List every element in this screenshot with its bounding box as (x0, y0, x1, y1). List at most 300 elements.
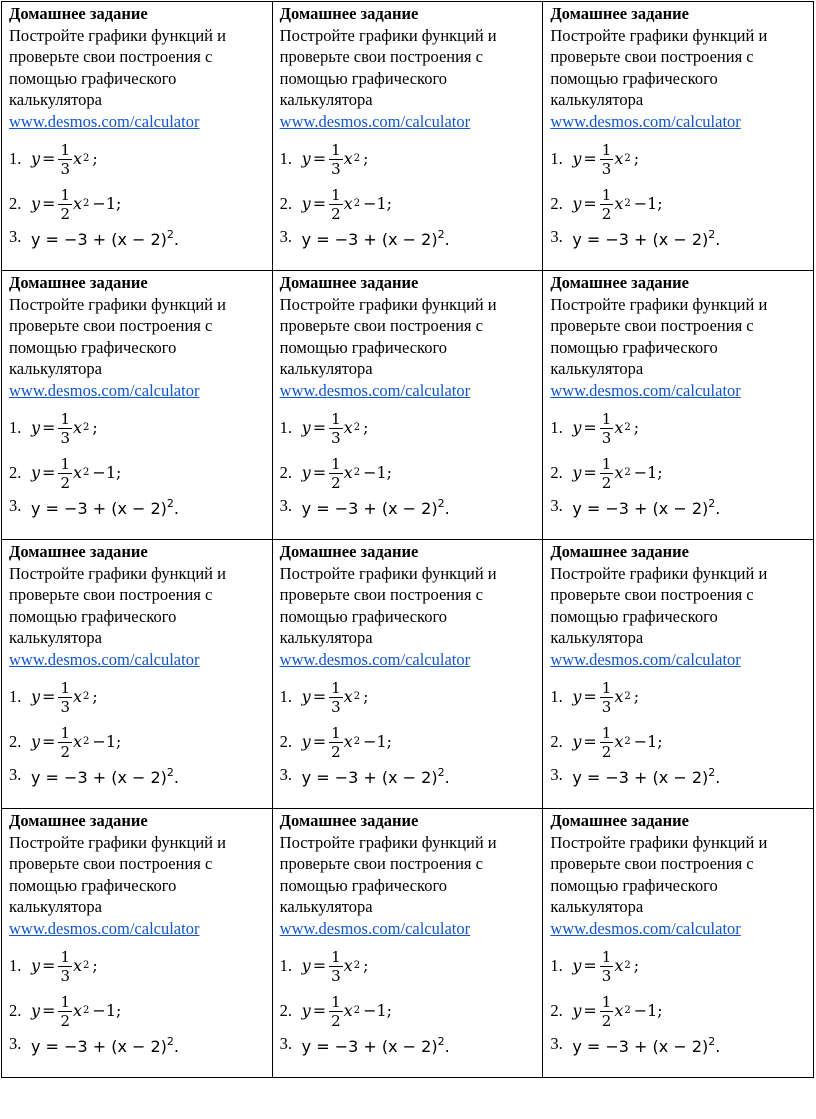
fraction-denominator: 2 (60, 473, 70, 492)
card-instruction: Постройте графики функций и проверьте свои построения с помощью графического калькулятора (9, 563, 226, 647)
card-cell (2, 540, 273, 809)
task-variable: x (343, 687, 353, 707)
task-2 (9, 453, 266, 493)
task-variable: x (73, 1001, 83, 1021)
card-cell (2, 809, 273, 1078)
fraction-denominator: 3 (60, 428, 70, 447)
fraction (329, 141, 343, 178)
task-variable: x (343, 194, 353, 214)
task-2 (9, 722, 266, 762)
fraction-denominator: 2 (601, 204, 612, 223)
card-instruction: Постройте графики функций и проверьте свои построения с помощью графического калькулятора (279, 832, 497, 916)
task-expression (572, 493, 720, 520)
equals-sign: = (42, 194, 56, 214)
task-number: 2. (550, 463, 563, 483)
task-tail: . (173, 767, 180, 787)
equals-sign: = (312, 463, 327, 483)
task-lhs: y (572, 194, 582, 214)
task-variable: x (614, 956, 624, 976)
task-expression (302, 224, 450, 251)
task-number: 3. (9, 496, 22, 516)
task-lhs: y (572, 687, 582, 707)
fraction-numerator: 1 (60, 454, 70, 473)
desmos-calculator-link[interactable]: www.desmos.com/calculator (9, 111, 200, 131)
homework-card (280, 541, 537, 787)
task-tail: −1; (92, 194, 122, 214)
fraction-denominator: 3 (331, 697, 341, 716)
task-lhs: y (572, 149, 582, 169)
task-lhs: y (31, 687, 41, 707)
expression-text: y = −3 + (x − 2) (301, 229, 438, 249)
expression-text: y = −3 + (x − 2) (572, 229, 709, 249)
homework-card (9, 541, 266, 787)
task-variable: x (73, 463, 83, 483)
exponent: 2 (83, 198, 90, 210)
task-lhs: y (31, 463, 41, 483)
fraction (58, 141, 72, 178)
task-tail: −1; (92, 463, 122, 483)
exponent: 2 (83, 691, 90, 703)
card-title: Домашнее задание (279, 542, 419, 561)
fraction-denominator: 3 (601, 428, 612, 447)
task-number: 2. (9, 463, 22, 483)
task-number: 1. (9, 149, 22, 169)
homework-card (280, 3, 537, 249)
fraction-denominator: 2 (601, 473, 612, 492)
task-tail: . (444, 229, 450, 249)
task-expression (302, 762, 450, 789)
task-number: 1. (9, 687, 22, 707)
card-cell (543, 2, 814, 271)
task-number: 1. (279, 687, 293, 707)
card-row (2, 809, 814, 1078)
task-number: 3. (550, 765, 563, 785)
task-lhs: y (31, 732, 41, 752)
task-tail: −1; (363, 1001, 393, 1021)
task-lhs: y (301, 418, 311, 438)
card-cell (272, 2, 543, 271)
fraction-denominator: 2 (60, 1011, 70, 1030)
fraction (600, 455, 614, 492)
task-number: 2. (550, 1001, 563, 1021)
fraction-denominator: 2 (331, 742, 341, 761)
task-2 (9, 184, 266, 224)
card-instruction: Постройте графики функций и проверьте свои построения с помощью графического калькулятора (9, 25, 226, 109)
task-lhs: y (572, 463, 582, 483)
task-tail: ; (363, 687, 369, 707)
exponent: 2 (624, 422, 631, 434)
fraction (600, 993, 614, 1030)
task-expression (302, 1031, 450, 1058)
fraction (329, 186, 343, 223)
expression-text: y = −3 + (x − 2) (572, 1036, 709, 1056)
card-instruction: Постройте графики функций и проверьте свои построения с помощью графического калькулятора (550, 563, 768, 647)
task-tail: ; (363, 418, 369, 438)
equals-sign: = (312, 194, 327, 214)
task-2 (550, 991, 807, 1031)
task-variable: x (343, 732, 353, 752)
task-2 (550, 184, 807, 224)
task-number: 3. (279, 227, 293, 247)
task-tail: −1; (363, 194, 393, 214)
task-tail: . (173, 1036, 180, 1056)
task-tail: −1; (363, 732, 393, 752)
exponent: 2 (353, 198, 361, 210)
task-2 (550, 722, 807, 762)
expression-text: y = −3 + (x − 2) (301, 1036, 438, 1056)
task-3 (550, 763, 807, 787)
exponent: 2 (166, 227, 174, 241)
card-row (2, 271, 814, 540)
task-tail: ; (92, 418, 98, 438)
task-number: 2. (9, 732, 22, 752)
fraction (58, 455, 72, 492)
task-number: 2. (550, 194, 563, 214)
equals-sign: = (312, 956, 327, 976)
homework-card (280, 810, 537, 1056)
homework-card (550, 541, 807, 787)
equals-sign: = (42, 418, 56, 438)
task-number: 1. (279, 149, 293, 169)
card-title: Домашнее задание (550, 273, 689, 292)
fraction-numerator: 1 (60, 409, 70, 428)
fraction-denominator: 2 (331, 204, 341, 223)
fraction-numerator: 1 (331, 992, 341, 1011)
equals-sign: = (583, 463, 597, 483)
task-1 (550, 946, 807, 986)
task-expression (31, 1031, 179, 1058)
desmos-calculator-link[interactable]: www.desmos.com/calculator (550, 649, 741, 669)
task-3 (9, 494, 266, 518)
task-lhs: y (301, 149, 311, 169)
fraction-numerator: 1 (601, 992, 612, 1011)
exponent: 2 (353, 691, 361, 703)
task-1 (280, 139, 537, 179)
fraction-numerator: 1 (60, 992, 70, 1011)
task-lhs: y (301, 1001, 311, 1021)
task-variable: x (614, 732, 624, 752)
task-expression (31, 224, 179, 251)
task-1 (9, 946, 266, 986)
fraction-numerator: 1 (331, 723, 341, 742)
desmos-calculator-link[interactable]: www.desmos.com/calculator (550, 380, 741, 400)
card-instruction: Постройте графики функций и проверьте свои построения с помощью графического калькулятора (550, 294, 768, 378)
card-title: Домашнее задание (9, 542, 148, 561)
task-expression (572, 1031, 720, 1058)
task-tail: ; (363, 149, 369, 169)
task-lhs: y (301, 956, 311, 976)
fraction (600, 724, 614, 761)
task-number: 3. (550, 496, 563, 516)
task-number: 2. (9, 1001, 22, 1021)
fraction-numerator: 1 (601, 140, 612, 159)
desmos-calculator-link[interactable]: www.desmos.com/calculator (279, 918, 471, 938)
equals-sign: = (312, 732, 327, 752)
task-lhs: y (301, 687, 311, 707)
homework-card (280, 272, 537, 518)
exponent: 2 (353, 422, 361, 434)
fraction-numerator: 1 (601, 185, 612, 204)
task-2 (550, 453, 807, 493)
task-lhs: y (572, 732, 582, 752)
task-variable: x (343, 1001, 353, 1021)
card-cell (2, 2, 273, 271)
fraction-denominator: 3 (331, 966, 341, 985)
task-variable: x (614, 687, 624, 707)
card-cell (543, 809, 814, 1078)
task-1 (550, 139, 807, 179)
desmos-calculator-link[interactable]: www.desmos.com/calculator (9, 380, 200, 400)
fraction-numerator: 1 (601, 947, 612, 966)
task-expression (31, 762, 179, 789)
fraction-numerator: 1 (60, 723, 70, 742)
card-cell (543, 540, 814, 809)
exponent: 2 (624, 960, 631, 972)
expression-text: y = −3 + (x − 2) (572, 767, 709, 787)
card-cell (272, 540, 543, 809)
task-variable: x (343, 463, 353, 483)
equals-sign: = (583, 418, 597, 438)
equals-sign: = (42, 687, 56, 707)
card-instruction: Постройте графики функций и проверьте свои построения с помощью графического калькулятора (279, 25, 497, 109)
task-1 (280, 946, 537, 986)
task-3 (9, 225, 266, 249)
homework-card (550, 3, 807, 249)
task-variable: x (343, 956, 353, 976)
task-3 (280, 225, 537, 249)
equals-sign: = (583, 1001, 597, 1021)
card-instruction: Постройте графики функций и проверьте свои построения с помощью графического калькулятора (550, 25, 768, 109)
task-variable: x (73, 732, 83, 752)
equals-sign: = (583, 194, 597, 214)
card-cell (272, 271, 543, 540)
fraction-numerator: 1 (331, 454, 341, 473)
task-lhs: y (301, 732, 311, 752)
expression-text: y = −3 + (x − 2) (301, 498, 438, 518)
task-3 (550, 225, 807, 249)
exponent: 2 (437, 1034, 445, 1048)
task-tail: −1; (633, 732, 663, 752)
fraction (600, 679, 614, 716)
task-tail: . (715, 767, 721, 787)
task-tail: −1; (92, 1001, 122, 1021)
desmos-calculator-link[interactable]: www.desmos.com/calculator (279, 111, 471, 131)
fraction-denominator: 3 (60, 159, 70, 178)
task-number: 3. (550, 1034, 563, 1054)
exponent: 2 (83, 960, 90, 972)
exponent: 2 (624, 467, 631, 479)
task-variable: x (73, 194, 83, 214)
expression-text: y = −3 + (x − 2) (301, 767, 438, 787)
task-number: 2. (279, 1001, 293, 1021)
task-number: 3. (279, 496, 293, 516)
task-1 (9, 677, 266, 717)
task-number: 2. (279, 732, 293, 752)
task-3 (550, 1032, 807, 1056)
task-lhs: y (572, 418, 582, 438)
task-1 (280, 677, 537, 717)
homework-card (550, 272, 807, 518)
task-tail: −1; (633, 1001, 663, 1021)
exponent: 2 (83, 422, 90, 434)
fraction (600, 410, 614, 447)
fraction-numerator: 1 (60, 678, 70, 697)
card-instruction: Постройте графики функций и проверьте свои построения с помощью графического калькулятора (9, 832, 226, 916)
task-number: 2. (279, 194, 293, 214)
exponent: 2 (166, 496, 174, 510)
exponent: 2 (353, 1005, 361, 1017)
fraction-denominator: 3 (60, 697, 70, 716)
fraction-numerator: 1 (601, 454, 612, 473)
fraction-denominator: 2 (60, 742, 70, 761)
fraction-denominator: 3 (60, 966, 70, 985)
task-lhs: y (31, 194, 41, 214)
task-tail: . (715, 1036, 721, 1056)
card-instruction: Постройте графики функций и проверьте свои построения с помощью графического калькулятора (279, 563, 497, 647)
task-expression (31, 493, 179, 520)
exponent: 2 (624, 153, 631, 165)
card-title: Домашнее задание (279, 811, 419, 830)
equals-sign: = (312, 687, 327, 707)
exponent: 2 (624, 198, 631, 210)
task-number: 3. (279, 1034, 293, 1054)
task-tail: ; (633, 956, 640, 976)
exponent: 2 (624, 691, 631, 703)
fraction (329, 679, 343, 716)
task-number: 1. (550, 149, 563, 169)
exponent: 2 (353, 153, 361, 165)
task-3 (550, 494, 807, 518)
task-tail: . (715, 229, 721, 249)
equals-sign: = (42, 149, 56, 169)
task-tail: . (444, 767, 450, 787)
equals-sign: = (312, 1001, 327, 1021)
card-title: Домашнее задание (9, 4, 148, 23)
task-tail: . (444, 1036, 450, 1056)
desmos-calculator-link[interactable]: www.desmos.com/calculator (550, 918, 741, 938)
homework-card (9, 272, 266, 518)
fraction-numerator: 1 (60, 185, 70, 204)
desmos-calculator-link[interactable]: www.desmos.com/calculator (279, 380, 471, 400)
fraction-denominator: 3 (331, 428, 341, 447)
task-1 (550, 408, 807, 448)
exponent: 2 (708, 1034, 716, 1048)
task-lhs: y (301, 194, 311, 214)
fraction (600, 948, 614, 985)
fraction-numerator: 1 (601, 678, 612, 697)
task-number: 3. (279, 765, 293, 785)
task-variable: x (614, 194, 624, 214)
fraction-numerator: 1 (60, 947, 70, 966)
card-cell (543, 271, 814, 540)
task-number: 1. (9, 418, 22, 438)
fraction (329, 993, 343, 1030)
fraction (58, 679, 72, 716)
card-title: Домашнее задание (550, 542, 689, 561)
task-variable: x (73, 418, 83, 438)
fraction (58, 186, 72, 223)
equals-sign: = (583, 687, 597, 707)
equals-sign: = (583, 956, 597, 976)
fraction-numerator: 1 (601, 723, 612, 742)
desmos-calculator-link[interactable]: www.desmos.com/calculator (279, 649, 471, 669)
task-number: 2. (9, 194, 22, 214)
task-3 (9, 1032, 266, 1056)
fraction (58, 410, 72, 447)
fraction (329, 410, 343, 447)
equals-sign: = (42, 956, 56, 976)
task-tail: ; (633, 149, 640, 169)
expression-text: y = −3 + (x − 2) (572, 498, 709, 518)
task-lhs: y (31, 1001, 41, 1021)
task-variable: x (73, 149, 83, 169)
exponent: 2 (83, 1005, 90, 1017)
desmos-calculator-link[interactable]: www.desmos.com/calculator (550, 111, 741, 131)
card-title: Домашнее задание (279, 273, 419, 292)
task-variable: x (614, 418, 624, 438)
exponent: 2 (624, 1005, 631, 1017)
task-tail: −1; (633, 194, 663, 214)
fraction-denominator: 2 (331, 473, 341, 492)
fraction-denominator: 3 (601, 966, 612, 985)
task-variable: x (614, 1001, 624, 1021)
fraction-numerator: 1 (331, 947, 341, 966)
card-cell (272, 809, 543, 1078)
fraction (329, 724, 343, 761)
fraction-numerator: 1 (331, 409, 341, 428)
exponent: 2 (83, 736, 90, 748)
fraction-denominator: 2 (601, 1011, 612, 1030)
task-2 (9, 991, 266, 1031)
task-number: 3. (550, 227, 563, 247)
task-tail: ; (92, 149, 98, 169)
exponent: 2 (353, 960, 361, 972)
fraction-denominator: 3 (601, 159, 612, 178)
task-lhs: y (301, 463, 311, 483)
card-title: Домашнее задание (279, 4, 419, 23)
task-3 (9, 763, 266, 787)
fraction-numerator: 1 (601, 409, 612, 428)
fraction-numerator: 1 (331, 678, 341, 697)
task-1 (9, 139, 266, 179)
task-2 (280, 722, 537, 762)
task-variable: x (73, 687, 83, 707)
card-row (2, 2, 814, 271)
fraction (58, 724, 72, 761)
card-instruction: Постройте графики функций и проверьте свои построения с помощью графического калькулятора (550, 832, 768, 916)
task-tail: . (715, 498, 721, 518)
task-tail: . (173, 229, 180, 249)
fraction (600, 141, 614, 178)
desmos-calculator-link[interactable]: www.desmos.com/calculator (9, 649, 200, 669)
card-title: Домашнее задание (550, 811, 689, 830)
expression-text: y = −3 + (x − 2) (31, 498, 167, 518)
task-number: 3. (9, 765, 22, 785)
equals-sign: = (42, 732, 56, 752)
card-cell (2, 271, 273, 540)
task-number: 1. (279, 418, 293, 438)
task-2 (280, 991, 537, 1031)
task-variable: x (343, 149, 353, 169)
task-variable: x (614, 149, 624, 169)
fraction-denominator: 3 (601, 697, 612, 716)
task-variable: x (343, 418, 353, 438)
exponent: 2 (708, 227, 716, 241)
task-number: 1. (550, 418, 563, 438)
desmos-calculator-link[interactable]: www.desmos.com/calculator (9, 918, 200, 938)
task-variable: x (73, 956, 83, 976)
fraction (58, 948, 72, 985)
